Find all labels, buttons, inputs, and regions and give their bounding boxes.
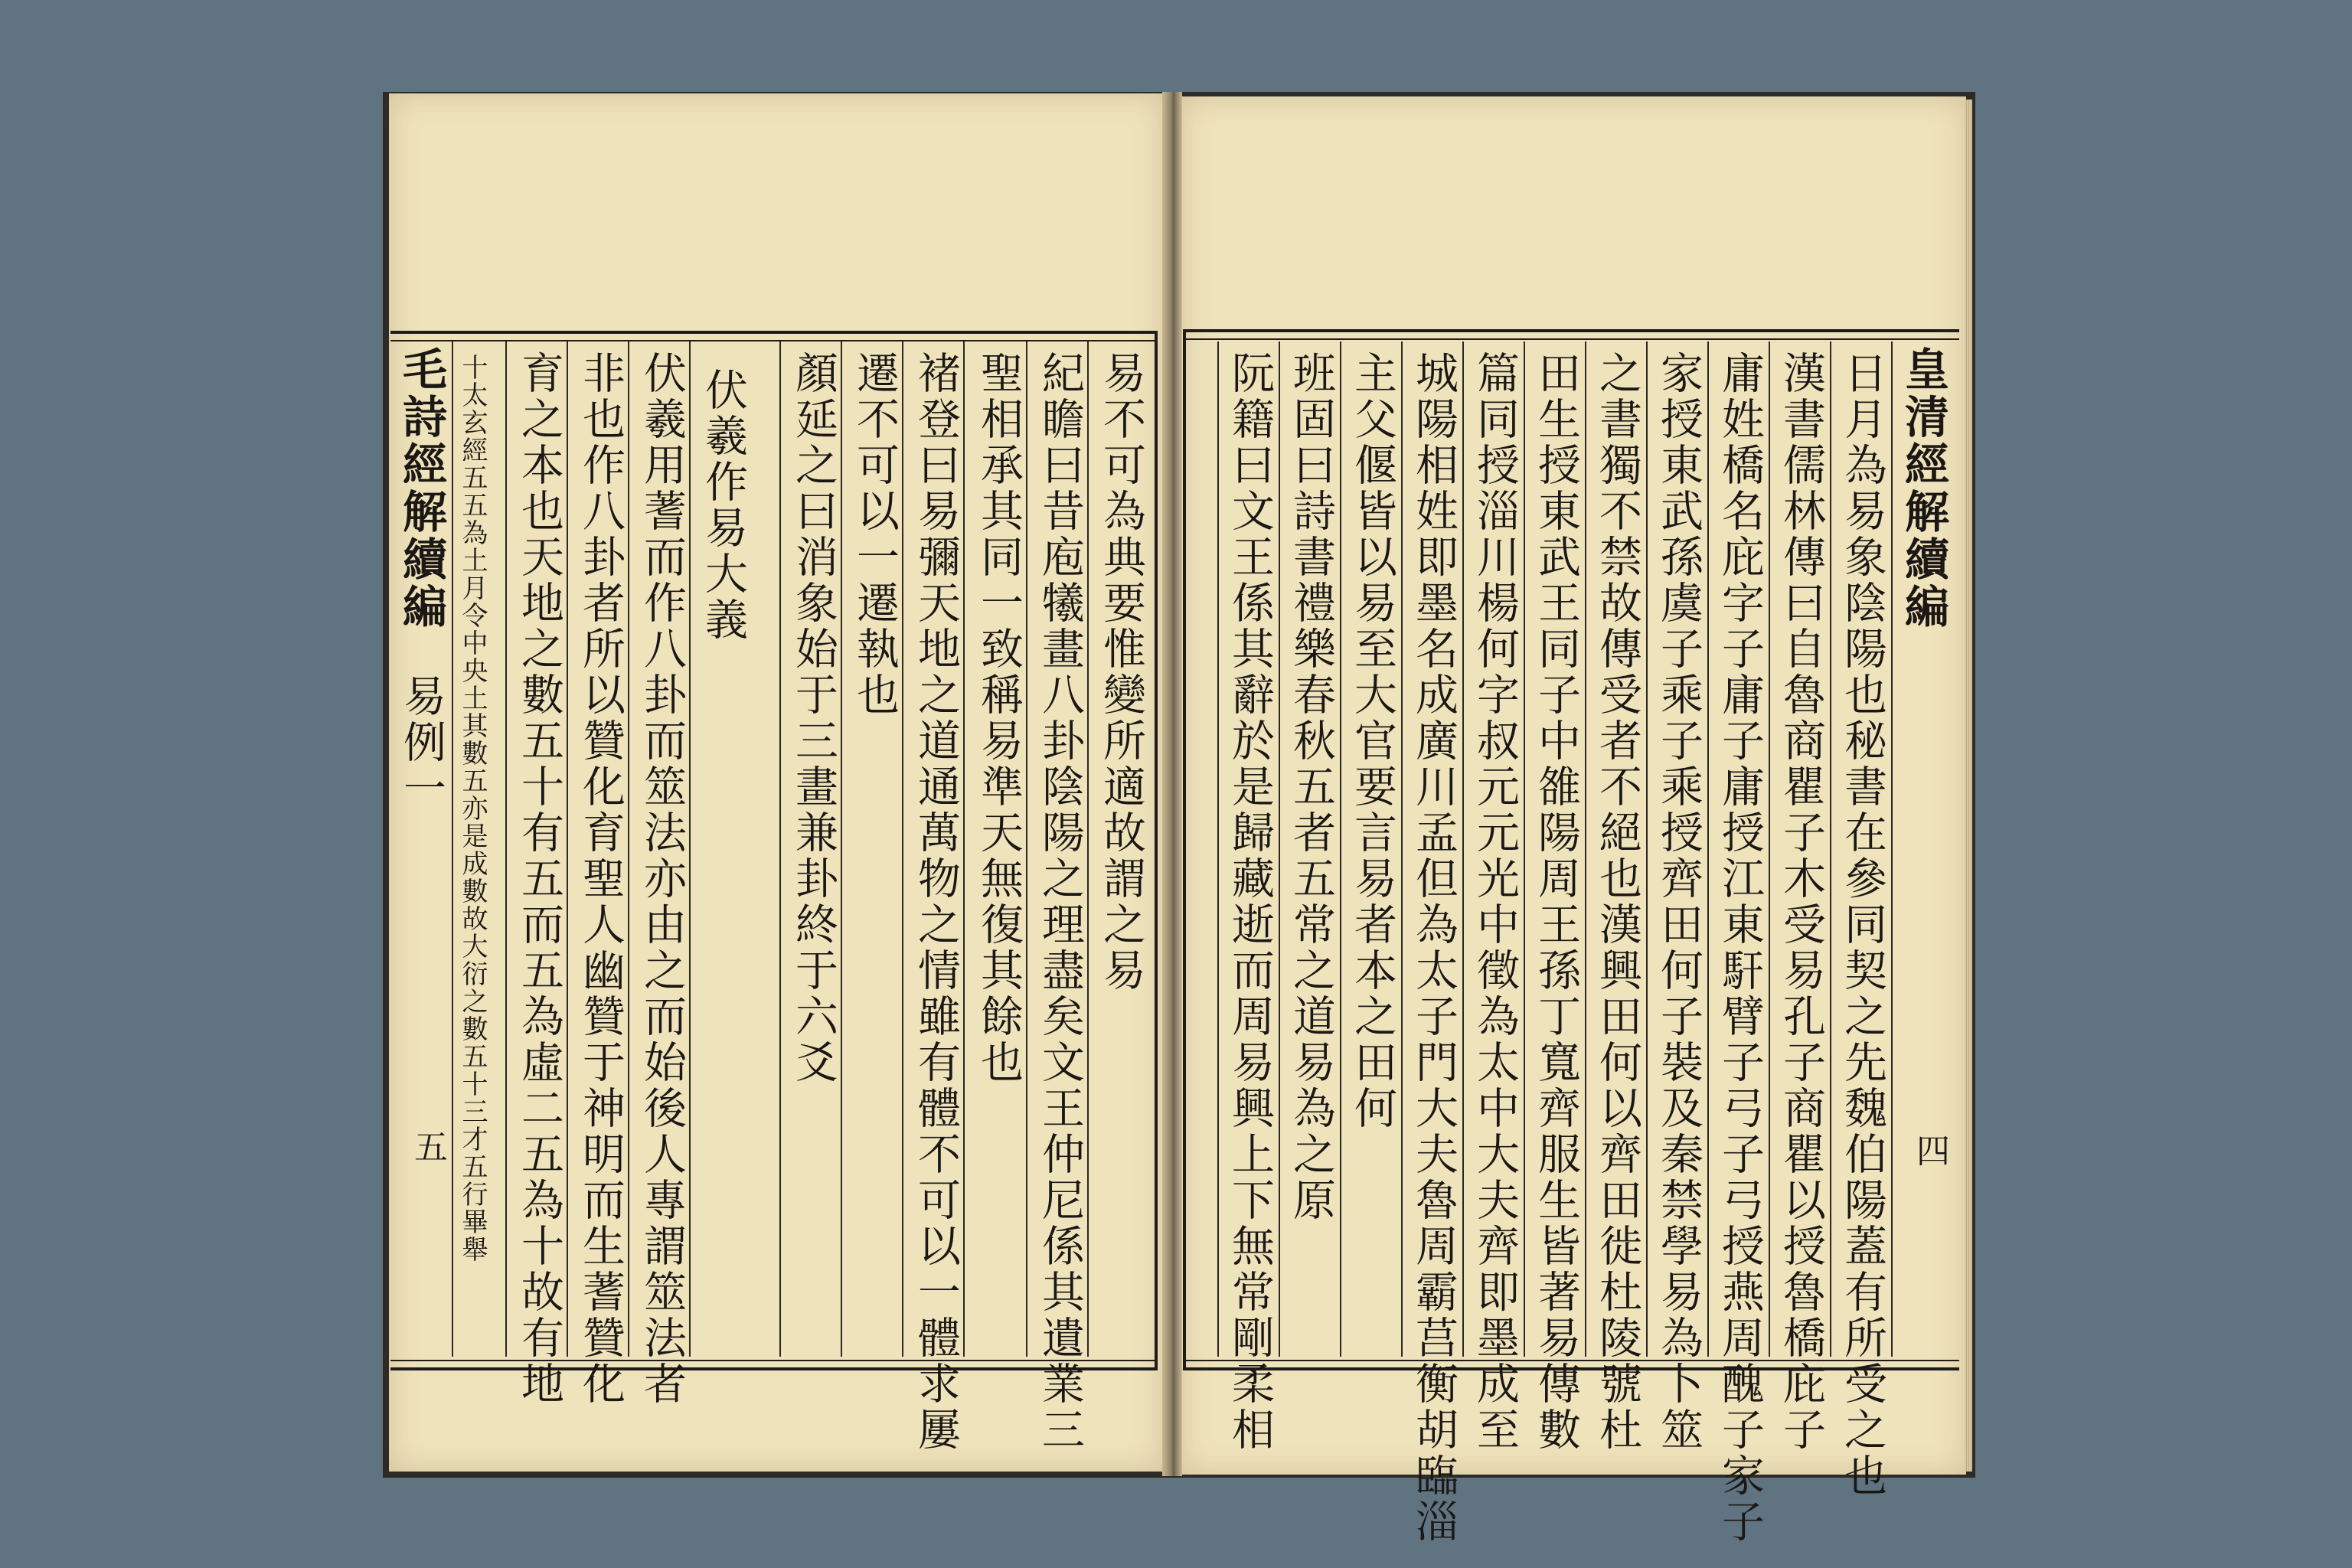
left-col-8: 伏羲用蓍而作八卦而筮法亦由之而始後人專謂筮法者 <box>637 351 687 1407</box>
left-col-5: 遷不可以一遷執也 <box>850 351 900 718</box>
left-column-rule <box>452 341 453 1357</box>
left-col-9: 非也作八卦者所以贊化育聖人幽贊于神明而生蓍贊化 <box>576 351 626 1407</box>
left-column-rule <box>1026 341 1027 1357</box>
right-column-rule <box>1830 341 1831 1357</box>
right-col-7: 篇同授淄川楊何字叔元元光中徵為太中大夫齊即墨成至 <box>1470 351 1520 1453</box>
left-col-3: 聖相承其同一致稱易準天無復其餘也 <box>974 351 1024 1086</box>
right-column-rule <box>1769 341 1770 1357</box>
left-column-rule <box>902 341 903 1357</box>
right-column-rule <box>1340 341 1341 1357</box>
right-col-4: 家授東武孫虞子乘子乘授齊田何子裝及秦禁學易為卜筮 <box>1654 351 1704 1453</box>
left-column-rule <box>628 341 629 1357</box>
page-edges <box>1965 100 1972 1472</box>
left-margin-title: 毛詩經解續編 <box>395 346 447 631</box>
right-column-rule <box>1891 341 1893 1357</box>
left-page-number: 五 <box>408 1129 447 1163</box>
right-col-8: 城陽相姓即墨名成廣川孟但為太子門大夫魯周霸莒衡胡臨淄 <box>1409 351 1459 1545</box>
right-column-rule <box>1279 341 1280 1357</box>
left-col-2: 紀瞻曰昔庖犧畫八卦陰陽之理盡矣文王仲尼係其遺業三 <box>1035 351 1085 1453</box>
right-col-11: 阮籍曰文王係其辭於是歸藏逝而周易興上下無常剛柔相 <box>1225 351 1275 1453</box>
left-col-10: 育之本也天地之數五十有五而五為虛二五為十故有地 <box>514 351 564 1407</box>
right-col-9: 主父偃皆以易至大官要言易者本之田何 <box>1348 351 1397 1132</box>
left-column-rule <box>567 341 568 1357</box>
right-col-1: 日月為易象陰陽也秘書在參同契之先魏伯陽蓋有所受之也 <box>1838 351 1887 1499</box>
left-col-11: 十太玄經五五為土月令中央土其數五亦是成數故大衍之數五十三才五行畢舉 <box>457 354 488 1263</box>
right-column-rule <box>1646 341 1648 1357</box>
left-column-rule <box>505 341 507 1357</box>
right-col-6: 田生授東武王同子中雒陽周王孫丁寬齊服生皆著易傳數 <box>1531 351 1581 1453</box>
left-col-6: 顏延之曰消象始于三畫兼卦終于六爻 <box>789 351 838 1086</box>
right-col-10: 班固曰詩書禮樂春秋五者五常之道易為之原 <box>1286 351 1336 1223</box>
right-margin-title: 皇清經解續編 <box>1897 346 1949 631</box>
right-col-3: 庸姓橋名庇字子庸子庸授江東馯臂子弓子弓授燕周醜子家子 <box>1715 351 1765 1545</box>
left-column-rule <box>841 341 842 1357</box>
right-column-rule <box>1707 341 1709 1357</box>
left-col-1: 易不可為典要惟變所適故謂之易 <box>1096 351 1146 994</box>
right-column-rule <box>1217 341 1219 1357</box>
left-column-rule <box>1087 341 1089 1357</box>
right-column-rule <box>1524 341 1525 1357</box>
left-column-rule <box>963 341 965 1357</box>
left-col-7: 伏羲作易大義 <box>698 368 748 643</box>
book-gutter <box>1162 92 1182 1476</box>
right-column-rule <box>1401 341 1403 1357</box>
left-col-4: 褚登曰易彌天地之道通萬物之情雖有體不可以一體求屢 <box>911 351 961 1453</box>
right-col-5: 之書獨不禁故傳受者不絕也漢興田何以齊田徙杜陵號杜 <box>1592 351 1642 1453</box>
right-page-number: 四 <box>1910 1133 1949 1167</box>
right-column-rule <box>1462 341 1464 1357</box>
left-margin-section: 易例一 <box>397 674 446 812</box>
right-col-2: 漢書儒林傳曰自魯商瞿子木受易孔子商瞿以授魯橋庇子 <box>1776 351 1826 1453</box>
right-column-rule <box>1585 341 1586 1357</box>
left-column-rule <box>689 341 691 1357</box>
left-column-rule <box>779 341 781 1357</box>
